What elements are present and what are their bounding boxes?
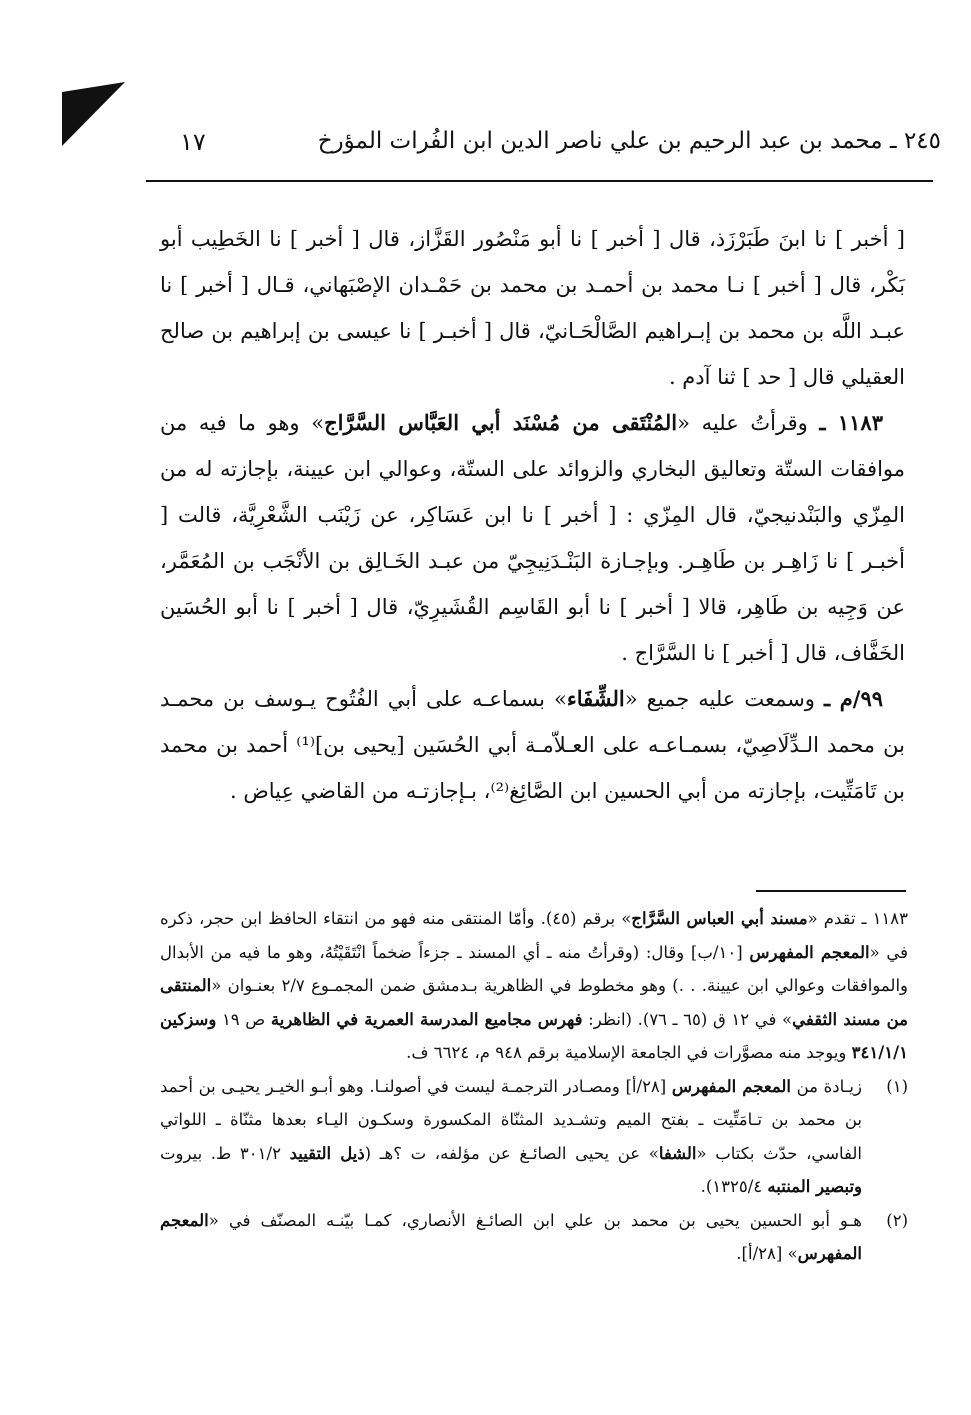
entry-lead: وقرأتُ عليه « — [677, 411, 820, 435]
fn-text: ١١٨٣ ـ تقدم « — [807, 909, 909, 928]
fn-text: » في ١٢ ق (٦٥ ـ ٧٦). (انظر: — [582, 1009, 793, 1029]
fn-bold: المعجم المفهرس — [671, 1076, 792, 1096]
entry-text: » بسماعـه على أبي الفُتُوح يـوسف بن محمـد بن محمد الـدِّلَاصِيّ، بسمـاعـه على العـلاّمـة أبي الحُسَين [يحيى بن]⁽¹⁾ أحمد بن محمد بن تَامَتِّيت، بإجازته من أبي الحسين ابن الصَّائِغ⁽²⁾، بـإجازتـه من القاضي عِياض . — [160, 687, 905, 803]
entry-1183 — [160, 400, 905, 676]
running-title: ٢٤٥ ـ محمد بن عبد الرحيم بن علي ناصر الدين ابن الفُرات المؤرخ — [317, 128, 941, 154]
fn-text: » [٢٨/أ]. — [736, 1244, 798, 1263]
entry-text: » وهو ما فيه من موافقات الستّة وتعاليق البخاري والزوائد على الستّة، وعوالي ابن عيينة، بإجازته له من المِزّي والبَنْدنيجيّ، قال المِزّي : [ أخبر ] نا ابن عَسَاكِر، عن زَيْنَب الشَّعْرِيَّة، قالت [ أخبـر ] نا زَاهِـر بن طَاهِـر. وبإجـازة البَنْـدَنِيجِيّ من عبـد الخَـالِق بن الأنْجَب بن المُعَمَّر، عن وَجِيه بن طَاهِر، قالا [ أخبر ] نا أبو القَاسِم القُشَيرِيّ، قال [ أخبر ] نا أبو الحُسَين الخَفَّاف، قال [ أخبر ] نا السَّرَّاج . — [160, 411, 905, 665]
footnote-marker: (١) — [886, 1076, 908, 1096]
fn-text: زيـادة من — [791, 1076, 862, 1096]
fn-bold: فهرس مجاميع المدرسة العمرية في الظاهرية — [270, 1009, 583, 1029]
footnote-body — [160, 1204, 862, 1271]
entry-number: ١١٨٣ ـ — [819, 410, 883, 435]
fn-text: [١٠/ب] وقال: (وقرأتُ منه ـ أي المسند ـ جزءاً ضخماً انْتَقَيْتُهُ، وهو ما فيه من الأبدال والموافقات وعوالي ابن عيينة. . .) وهو مخطوط في الظاهرية بـدمشق ضمن المجمـوع ٢/٧ بعنـوان « — [160, 942, 908, 995]
header-rule — [146, 180, 933, 182]
fn-text: ويوجد منه مصوَّرات في الجامعة الإسلامية برقم ٩٤٨ م، ٦٦٢٤ ف. — [406, 1043, 852, 1062]
fn-bold: الشفا — [658, 1143, 697, 1163]
fn-text: ص ١٩ — [216, 1009, 271, 1029]
fn-bold: وتبصير المنتبه — [767, 1177, 862, 1196]
fn-text: ١٣٢٥/٤). — [700, 1177, 768, 1196]
entry-99m — [160, 676, 905, 814]
fn-text: ٣٠١/٢ ط. بيروت — [160, 1143, 290, 1163]
fn-text: هـو أبو الحسين يحيى بن محمد بن علي ابن الصائـغ الأنصاري، كمـا بيّنـه المصنّف في « — [208, 1210, 862, 1230]
entry-number: ٩٩/م ـ — [823, 686, 883, 711]
entry-lead: وسمعت عليه جميع « — [624, 687, 824, 711]
fn-bold: مسند أبي العباس السَّرَّاج — [631, 909, 808, 928]
footnote-2 — [160, 1204, 908, 1271]
footnote-rule — [756, 890, 906, 892]
book-title: المُنْتَقى من مُسْنَد أبي العَبَّاس السَّرَّاج — [324, 410, 678, 435]
fn-bold: المنتقى من مسند الثقفي — [160, 976, 908, 1029]
footnotes — [160, 902, 908, 1271]
fn-text: [٢٨/أ] ومصـادر الترجمـة ليست في أصولنـا. وهو أبـو الخيـر يحيـى بن أحمد بن محمد بن تـامَتِّيت ـ بفتح الميم وتشـديد المثنّاة المكسورة وسكـون اليـاء بعدها مثنّاة ـ اللواتي الفاسي، حدّث بكتاب « — [160, 1076, 863, 1163]
fn-bold: ذيل التقييد — [289, 1143, 365, 1163]
fn-text: » برقم (٤٥). وأمّا المنتقى منه فهو من انتقاء الحافظ ابن حجر، ذكره في « — [160, 909, 909, 962]
page-number: ١٧ — [180, 128, 206, 156]
footnote-body — [160, 1070, 862, 1204]
fn-text: » عن يحيى الصائـغ عن مؤلفه، ت ؟هـ ( — [364, 1143, 659, 1163]
fn-bold: المعجم المفهرس — [749, 942, 870, 962]
footnote-1 — [160, 1070, 908, 1204]
fn-bold: وسزكين ٣٤١/١/١ — [160, 1009, 908, 1062]
paragraph-chain: [ أخبر ] نا ابنَ طَبَرْزَذ، قال [ أخبر ] نا أبو مَنْصُور القَزَّاز، قال [ أخبر ] نا الخَطِيب أبو بَكْر، قال [ أخبر ] نـا محمد بن أحمـد بن محمد بن حَمْـدان الإصْبَهاني، قـال [ أخبر ] نا عبـد اللَّه بن محمد بن إبـراهيم الصَّالْحَـانيّ، قال [ أخبـر ] نا عيسى بن إبراهيم بن صالح العقيلي قال [ حد ] ثنا آدم . — [160, 227, 905, 389]
fn-bold: المعجم المفهرس — [160, 1210, 862, 1263]
footnote-1183 — [160, 902, 908, 1070]
main-text — [160, 216, 905, 814]
footnote-marker: (٢) — [886, 1210, 908, 1230]
book-title: الشِّفَاء — [566, 686, 625, 711]
